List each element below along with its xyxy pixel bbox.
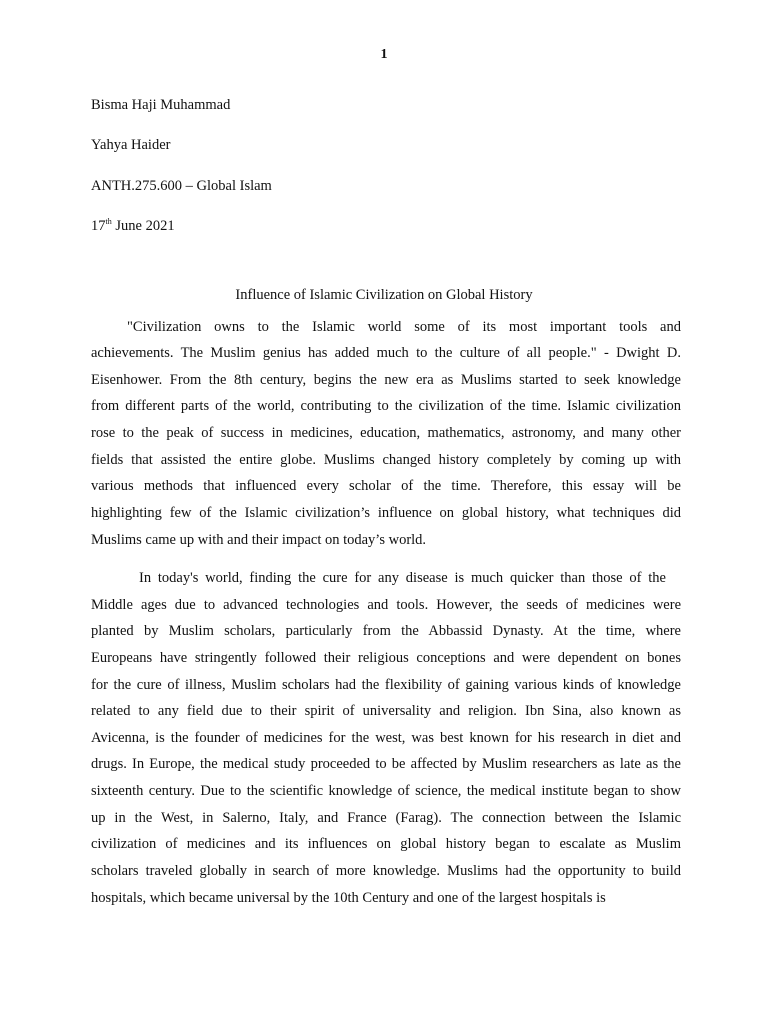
paragraph-1-line: Muslims came up with and their impact on today’s world.: [91, 532, 427, 548]
student-name: Bisma Haji Muhammad: [91, 97, 231, 113]
paragraph-2-line: sixteenth century. Due to the scientific knowledge of science, the medical institute began to show: [91, 783, 681, 799]
paragraph-1-line: rose to the peak of success in medicines, education, mathematics, astronomy, and many other: [91, 425, 681, 441]
paragraph-1-line: from different parts of the world, contributing to the civilization of the time. Islamic civilization: [91, 398, 681, 414]
course-name: ANTH.275.600 – Global Islam: [91, 178, 272, 194]
paragraph-2-line: hospitals, which became universal by the 10th Century and one of the largest hospitals is: [91, 890, 606, 906]
instructor-name: Yahya Haider: [91, 137, 171, 153]
page-number: 1: [380, 47, 388, 62]
paragraph-2-line: related to any field due to their spirit of universality and religion. Ibn Sina, also known as: [91, 703, 681, 719]
paragraph-2-line: drugs. In Europe, the medical study proceeded to be affected by Muslim researchers as late as the: [91, 756, 681, 772]
date-suffix: th: [105, 217, 112, 227]
paragraph-2-line: Avicenna, is the founder of medicines for the west, was best known for his research in diet and: [91, 730, 681, 746]
paragraph-2-line: planted by Muslim scholars, particularly from the Abbassid Dynasty. At the time, where: [91, 623, 681, 639]
date-rest: June 2021: [111, 218, 175, 234]
paragraph-1-line: highlighting few of the Islamic civilization’s influence on global history, what techniques did: [91, 505, 681, 521]
paragraph-2-line: scholars traveled globally in search of more knowledge. Muslims had the opportunity to build: [91, 863, 681, 879]
date-line: [91, 217, 175, 235]
paragraph-2-line: In today's world, finding the cure for any disease is much quicker than those of the: [139, 570, 666, 586]
paragraph-2-line: civilization of medicines and its influences on global history began to escalate as Muslim: [91, 836, 681, 852]
paragraph-2-line: Europeans have stringently followed their religious conceptions and were dependent on bones: [91, 650, 681, 666]
paragraph-1-line: fields that assisted the entire globe. Muslims changed history completely by coming up with: [91, 452, 681, 468]
essay-title: Influence of Islamic Civilization on Global History: [235, 287, 533, 303]
paragraph-1-line: "Civilization owns to the Islamic world some of its most important tools and: [127, 319, 681, 335]
paragraph-1-line: achievements. The Muslim genius has added much to the culture of all people." - Dwight D.: [91, 345, 681, 361]
paragraph-2-line: for the cure of illness, Muslim scholars had the flexibility of gaining various kinds of knowledge: [91, 677, 681, 693]
paragraph-1-line: Eisenhower. From the 8th century, begins the new era as Muslims started to seek knowledge: [91, 372, 681, 388]
date-day: 17: [91, 218, 106, 234]
paragraph-1-line: various methods that influenced every scholar of the time. Therefore, this essay will be: [91, 478, 681, 494]
paragraph-2-line: Middle ages due to advanced technologies and tools. However, the seeds of medicines were: [91, 597, 681, 613]
paragraph-2-line: up in the West, in Salerno, Italy, and France (Farag). The connection between the Islamic: [91, 810, 681, 826]
